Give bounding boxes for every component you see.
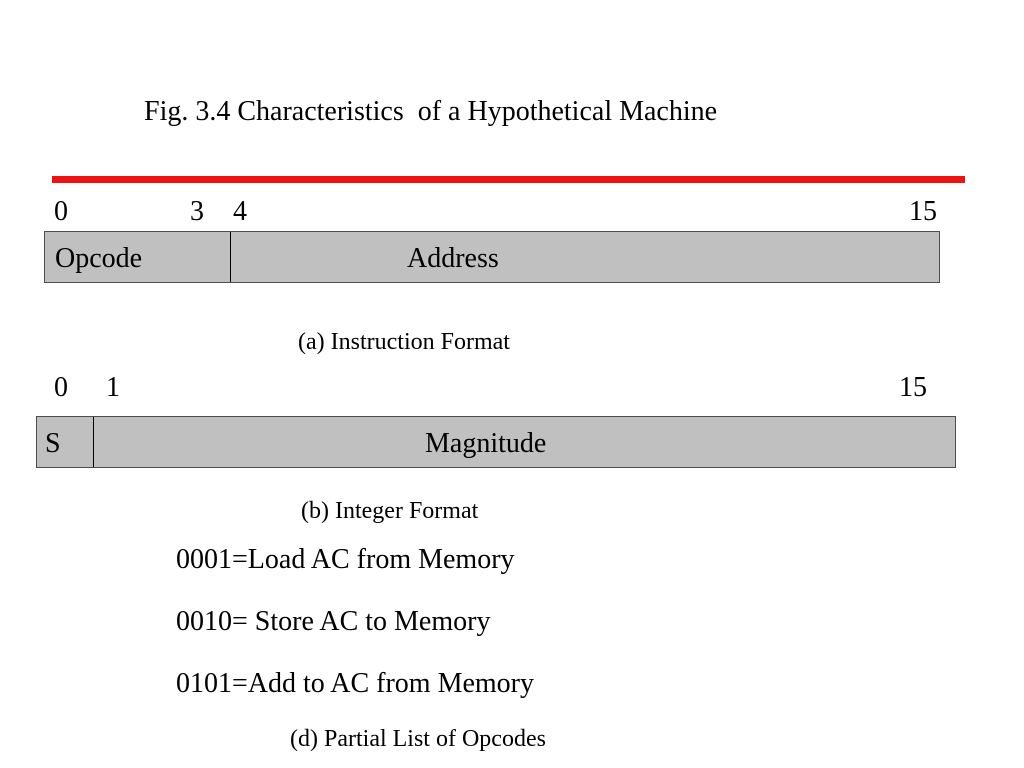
address-field: Address <box>407 243 499 274</box>
integer-bit-15: 15 <box>899 372 927 403</box>
sign-field: S <box>45 428 61 459</box>
opcode-load: 0001=Load AC from Memory <box>176 544 515 575</box>
integer-format-caption: (b) Integer Format <box>301 498 479 524</box>
magnitude-field: Magnitude <box>425 428 547 459</box>
instruction-bit-3: 3 <box>190 196 204 227</box>
instruction-bit-15: 15 <box>909 196 937 227</box>
instruction-format-caption: (a) Instruction Format <box>298 329 510 355</box>
instruction-bit-4: 4 <box>233 196 247 227</box>
opcode-store: 0010= Store AC to Memory <box>176 606 491 637</box>
instruction-format-bar <box>44 231 940 283</box>
sign-magnitude-divider <box>93 417 94 467</box>
integer-bit-0: 0 <box>54 372 68 403</box>
opcode-add: 0101=Add to AC from Memory <box>176 668 534 699</box>
opcode-address-divider <box>230 232 231 282</box>
instruction-bit-0: 0 <box>54 196 68 227</box>
opcode-list-caption: (d) Partial List of Opcodes <box>290 726 546 752</box>
opcode-field: Opcode <box>55 243 143 274</box>
title-rule <box>52 176 965 183</box>
figure-title: Fig. 3.4 Characteristics of a Hypothetical Machine <box>144 96 718 127</box>
integer-format-bar <box>36 416 956 468</box>
integer-bit-1: 1 <box>106 372 120 403</box>
